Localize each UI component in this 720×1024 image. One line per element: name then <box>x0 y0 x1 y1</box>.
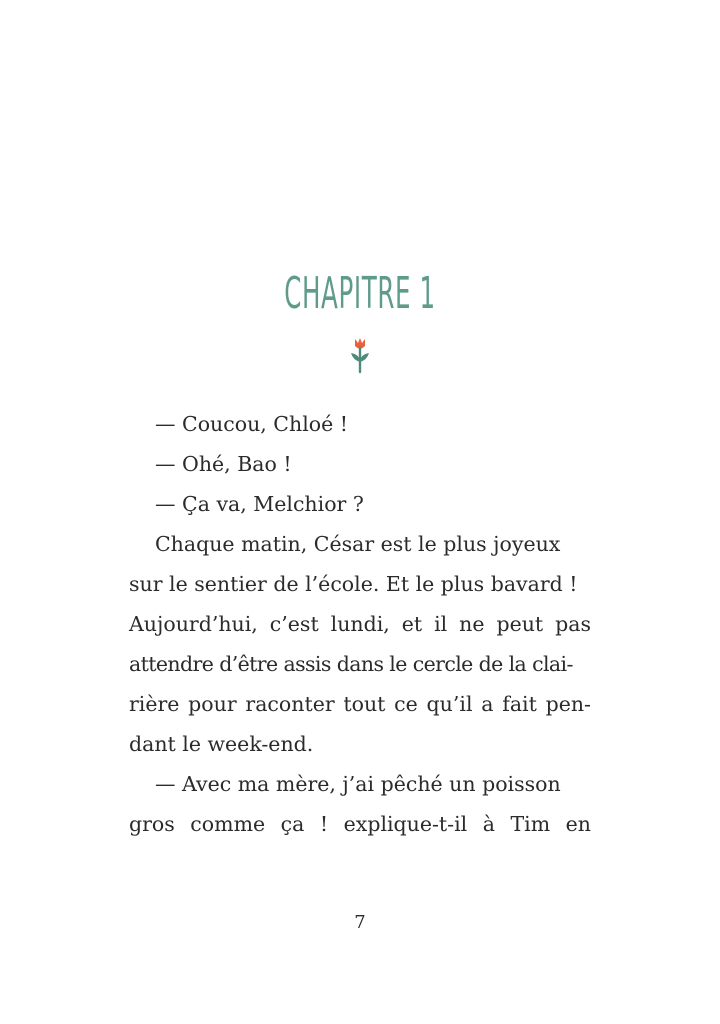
paragraph-line: sur le sentier de l’école. Et le plus bavard ! <box>129 572 578 596</box>
tulip-flower-icon <box>349 336 371 374</box>
paragraph-line: rière pour raconter tout ce qu’il a fait pen- <box>129 692 591 716</box>
dialogue-line: — Avec ma mère, j’ai pêché un poisson <box>155 772 561 796</box>
page-number: 7 <box>354 912 366 933</box>
dialogue-line: — Ça va, Melchior ? <box>155 492 364 516</box>
dialogue-line: — Ohé, Bao ! <box>155 452 292 476</box>
paragraph-line: Chaque matin, César est le plus joyeux <box>155 532 561 556</box>
paragraph-line: gros comme ça ! explique-t-il à Tim en <box>129 812 591 836</box>
chapter-body <box>129 404 591 844</box>
dialogue-line: — Coucou, Chloé ! <box>155 412 348 436</box>
paragraph-line: Aujourd’hui, c’est lundi, et il ne peut pas <box>129 612 591 636</box>
paragraph-line: dant le week-end. <box>129 732 314 756</box>
paragraph-line: attendre d’être assis dans le cercle de la clai- <box>129 652 573 676</box>
chapter-title: CHAPITRE 1 <box>284 268 436 319</box>
